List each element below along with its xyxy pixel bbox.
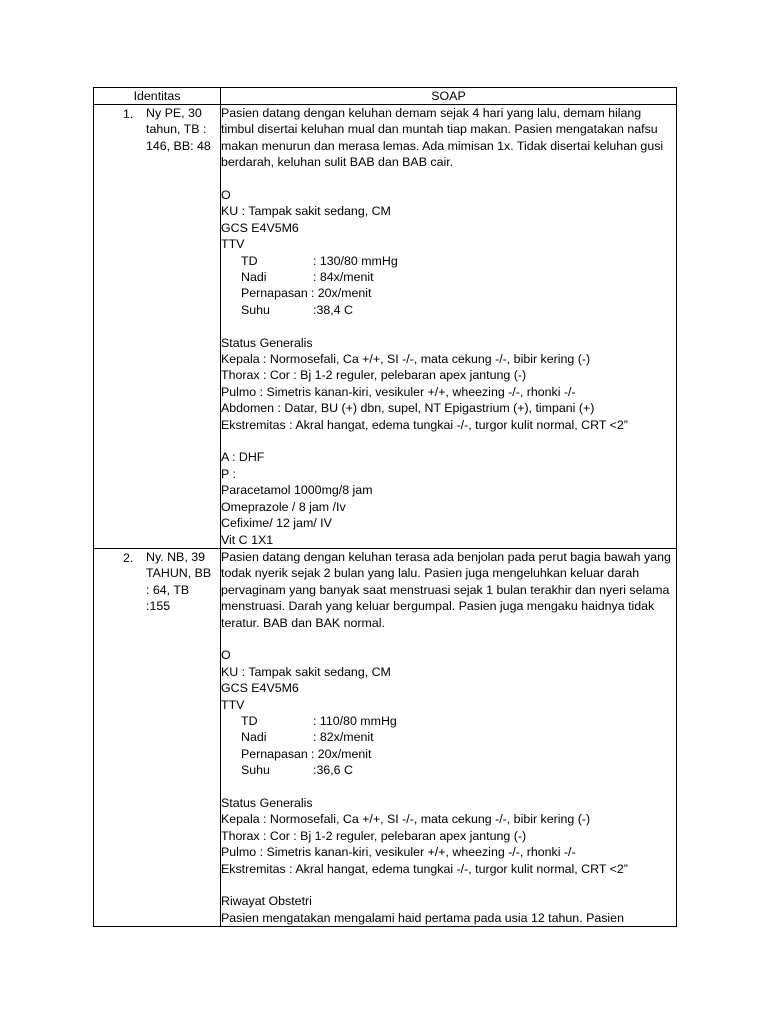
plan-line: Vit C 1X1 bbox=[221, 532, 274, 547]
table-row bbox=[94, 105, 677, 549]
soap-cell bbox=[221, 105, 677, 549]
status-generalis-title: Status Generalis bbox=[221, 335, 313, 350]
vital-value: : 20x/menit bbox=[310, 746, 372, 761]
gcs-line: GCS E4V5M6 bbox=[221, 681, 299, 696]
vital-label: Suhu bbox=[241, 302, 270, 317]
vital-label: Pernapasan bbox=[241, 746, 308, 761]
header-identitas: Identitas bbox=[94, 88, 221, 105]
vital-nadi bbox=[241, 269, 676, 285]
soap-cell bbox=[221, 548, 677, 926]
assessment-line: A : DHF bbox=[221, 450, 265, 465]
vital-value: :38,4 C bbox=[313, 302, 353, 317]
row-number: 2. bbox=[123, 550, 134, 565]
vital-label: Suhu bbox=[241, 763, 270, 778]
status-line: Thorax : Cor : Bj 1-2 reguler, pelebaran apex jantung (-) bbox=[221, 368, 527, 383]
subjective-text: Pasien datang dengan keluhan terasa ada benjolan pada perut bagia bawah yang todak nyerik sejak 2 bulan yang lalu. Pasien juga mengeluhkan keluar darah pervaginam yang banyak saat menstruasi sejak 1 bulan terakhir dan nyeri selama menstruasi. Darah yang keluar bergumpal. Pasien juga mengaku haidnya tidak teratur. BAB dan BAK normal. bbox=[221, 549, 671, 630]
ku-line: KU : Tampak sakit sedang, CM bbox=[221, 664, 391, 679]
identity-cell bbox=[94, 548, 221, 926]
gcs-line: GCS E4V5M6 bbox=[221, 220, 299, 235]
row-number: 1. bbox=[123, 107, 134, 121]
vital-label: Nadi bbox=[241, 270, 267, 285]
vital-td bbox=[241, 253, 676, 269]
vital-label: TD bbox=[241, 253, 258, 268]
status-generalis-title: Status Generalis bbox=[221, 795, 313, 810]
vital-nadi bbox=[241, 729, 676, 745]
vital-label: Pernapasan bbox=[241, 286, 308, 301]
vital-value: : 110/80 mmHg bbox=[313, 713, 397, 728]
plan-line: Cefixime/ 12 jam/ IV bbox=[221, 516, 332, 531]
vital-suhu bbox=[241, 302, 676, 318]
objective-label: O bbox=[221, 648, 231, 663]
status-line: Kepala : Normosefali, Ca +/+, SI -/-, mata cekung -/-, bibir kering (-) bbox=[221, 812, 591, 827]
obstetric-title: Riwayat Obstetri bbox=[221, 894, 312, 909]
ttv-label: TTV bbox=[221, 697, 245, 712]
header-soap: SOAP bbox=[221, 88, 677, 105]
vital-value: : 82x/menit bbox=[313, 730, 374, 745]
subjective-text: Pasien datang dengan keluhan demam sejak 4 hari yang lalu, demam hilang timbul disertai keluhan mual dan muntah tiap makan. Pasien mengatakan nafsu makan menurun dan merasa lemas. Ada mimisan 1x. Tidak disertai keluhan gusi berdarah, keluhan sulit BAB dan BAB cair. bbox=[221, 106, 664, 170]
soap-table bbox=[93, 87, 677, 927]
vital-value: : 20x/menit bbox=[310, 286, 372, 301]
vital-value: :36,6 C bbox=[313, 763, 353, 778]
plan-label: P : bbox=[221, 466, 236, 481]
ku-line: KU : Tampak sakit sedang, CM bbox=[221, 204, 391, 219]
vital-label: TD bbox=[241, 713, 258, 728]
obstetric-text: Pasien mengatakan mengalami haid pertama pada usia 12 tahun. Pasien bbox=[221, 910, 624, 925]
table-header-row bbox=[94, 88, 677, 105]
vital-label: Nadi bbox=[241, 730, 267, 745]
status-line: Ekstremitas : Akral hangat, edema tungkai -/-, turgor kulit normal, CRT <2” bbox=[221, 417, 628, 432]
vital-pernapasan bbox=[241, 746, 676, 762]
plan-line: Omeprazole / 8 jam /Iv bbox=[221, 499, 346, 514]
patient-identity: Ny PE, 30 tahun, TB : 146, BB: 48 bbox=[146, 106, 211, 153]
status-line: Thorax : Cor : Bj 1-2 reguler, pelebaran apex jantung (-) bbox=[221, 828, 527, 843]
table-row bbox=[94, 548, 677, 926]
objective-label: O bbox=[221, 188, 231, 203]
vital-suhu bbox=[241, 762, 676, 778]
vital-pernapasan bbox=[241, 285, 676, 301]
status-line: Pulmo : Simetris kanan-kiri, vesikuler +/+, wheezing -/-, rhonki -/- bbox=[221, 845, 576, 860]
plan-line: Paracetamol 1000mg/8 jam bbox=[221, 483, 373, 498]
vital-td bbox=[241, 713, 676, 729]
status-line: Kepala : Normosefali, Ca +/+, SI -/-, mata cekung -/-, bibir kering (-) bbox=[221, 352, 591, 367]
ttv-label: TTV bbox=[221, 237, 245, 252]
identity-cell bbox=[94, 105, 221, 549]
status-line: Pulmo : Simetris kanan-kiri, vesikuler +/+, wheezing -/-, rhonki -/- bbox=[221, 384, 576, 399]
status-line: Abdomen : Datar, BU (+) dbn, supel, NT Epigastrium (+), timpani (+) bbox=[221, 401, 595, 416]
vital-value: : 130/80 mmHg bbox=[313, 253, 398, 268]
patient-identity: Ny. NB, 39 TAHUN, BB : 64, TB :155 bbox=[146, 549, 212, 614]
status-line: Ekstremitas : Akral hangat, edema tungkai -/-, turgor kulit normal, CRT <2” bbox=[221, 861, 628, 876]
vital-value: : 84x/menit bbox=[313, 270, 374, 285]
